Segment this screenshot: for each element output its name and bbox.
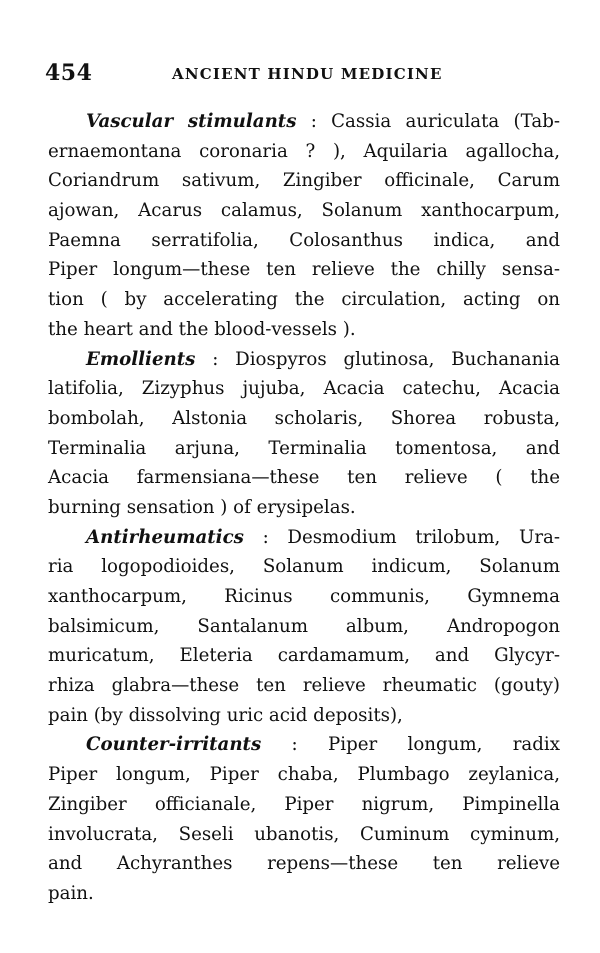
page-body — [48, 107, 560, 909]
paragraph-vascular-stimulants — [48, 107, 560, 345]
text-line: Acacia farmensiana—these ten relieve ( the — [48, 467, 560, 489]
text-line: Piper longum, Piper chaba, Plumbago zeylanica, — [48, 764, 560, 786]
text-line: Zingiber officianale, Piper nigrum, Pimpinella — [48, 793, 560, 815]
line-text: : Cassia auriculata (Tab- — [296, 111, 560, 132]
text-line — [48, 523, 560, 553]
text-line: the heart and the blood-vessels ). — [48, 318, 356, 340]
text-line — [48, 107, 560, 137]
text-line: and Achyranthes repens—these ten relieve — [48, 853, 560, 875]
text-line — [48, 730, 560, 760]
text-line: ernaemontana coronaria ? ), Aquilaria agallocha, — [48, 140, 560, 162]
text-line: muricatum, Eleteria cardamamum, and Glycyr- — [48, 645, 560, 667]
text-line: Terminalia arjuna, Terminalia tomentosa, and — [48, 437, 560, 459]
text-line: bombolah, Alstonia scholaris, Shorea robusta, — [48, 407, 560, 429]
text-line: tion ( by accelerating the circulation, acting on — [48, 289, 560, 311]
text-line: Coriandrum sativum, Zingiber officinale, Carum — [48, 170, 560, 192]
text-line: burning sensation ) of erysipelas. — [48, 496, 356, 518]
line-text: : Piper longum, radix — [261, 734, 560, 756]
text-line: Piper longum—these ten relieve the chilly sensa- — [48, 259, 560, 281]
paragraph-counter-irritants — [48, 730, 560, 908]
text-line: balsimicum, Santalanum album, Andropogon — [48, 615, 560, 637]
paragraph-antirheumatics — [48, 523, 560, 731]
term-heading: Counter-irritants — [86, 734, 262, 756]
page-header — [45, 60, 565, 88]
text-line — [48, 345, 560, 375]
text-line: Paemna serratifolia, Colosanthus indica, and — [48, 229, 560, 251]
text-line: xanthocarpum, Ricinus communis, Gymnema — [48, 586, 560, 607]
text-line: latifolia, Zizyphus jujuba, Acacia catechu, Acacia — [48, 378, 560, 400]
text-line: ria logopodioides, Solanum indicum, Solanum — [48, 556, 560, 578]
running-title: ANCIENT HINDU MEDICINE — [172, 65, 443, 83]
term-heading: Antirheumatics — [86, 526, 244, 548]
line-text: : Desmodium trilobum, Ura- — [243, 526, 560, 548]
text-line: pain (by dissolving uric acid deposits), — [48, 704, 403, 726]
text-line: pain. — [48, 882, 94, 904]
line-text: : Diospyros glutinosa, Buchanania — [195, 348, 560, 370]
term-heading: Emollients — [86, 348, 196, 370]
text-line: ajowan, Acarus calamus, Solanum xanthocarpum, — [48, 200, 560, 222]
page-number: 454 — [45, 60, 93, 86]
text-line: involucrata, Seseli ubanotis, Cuminum cyminum, — [48, 823, 560, 845]
text-line: rhiza glabra—these ten relieve rheumatic (gouty) — [48, 675, 560, 697]
paragraph-emollients — [48, 345, 560, 523]
term-heading: Vascular stimulants — [86, 111, 297, 132]
